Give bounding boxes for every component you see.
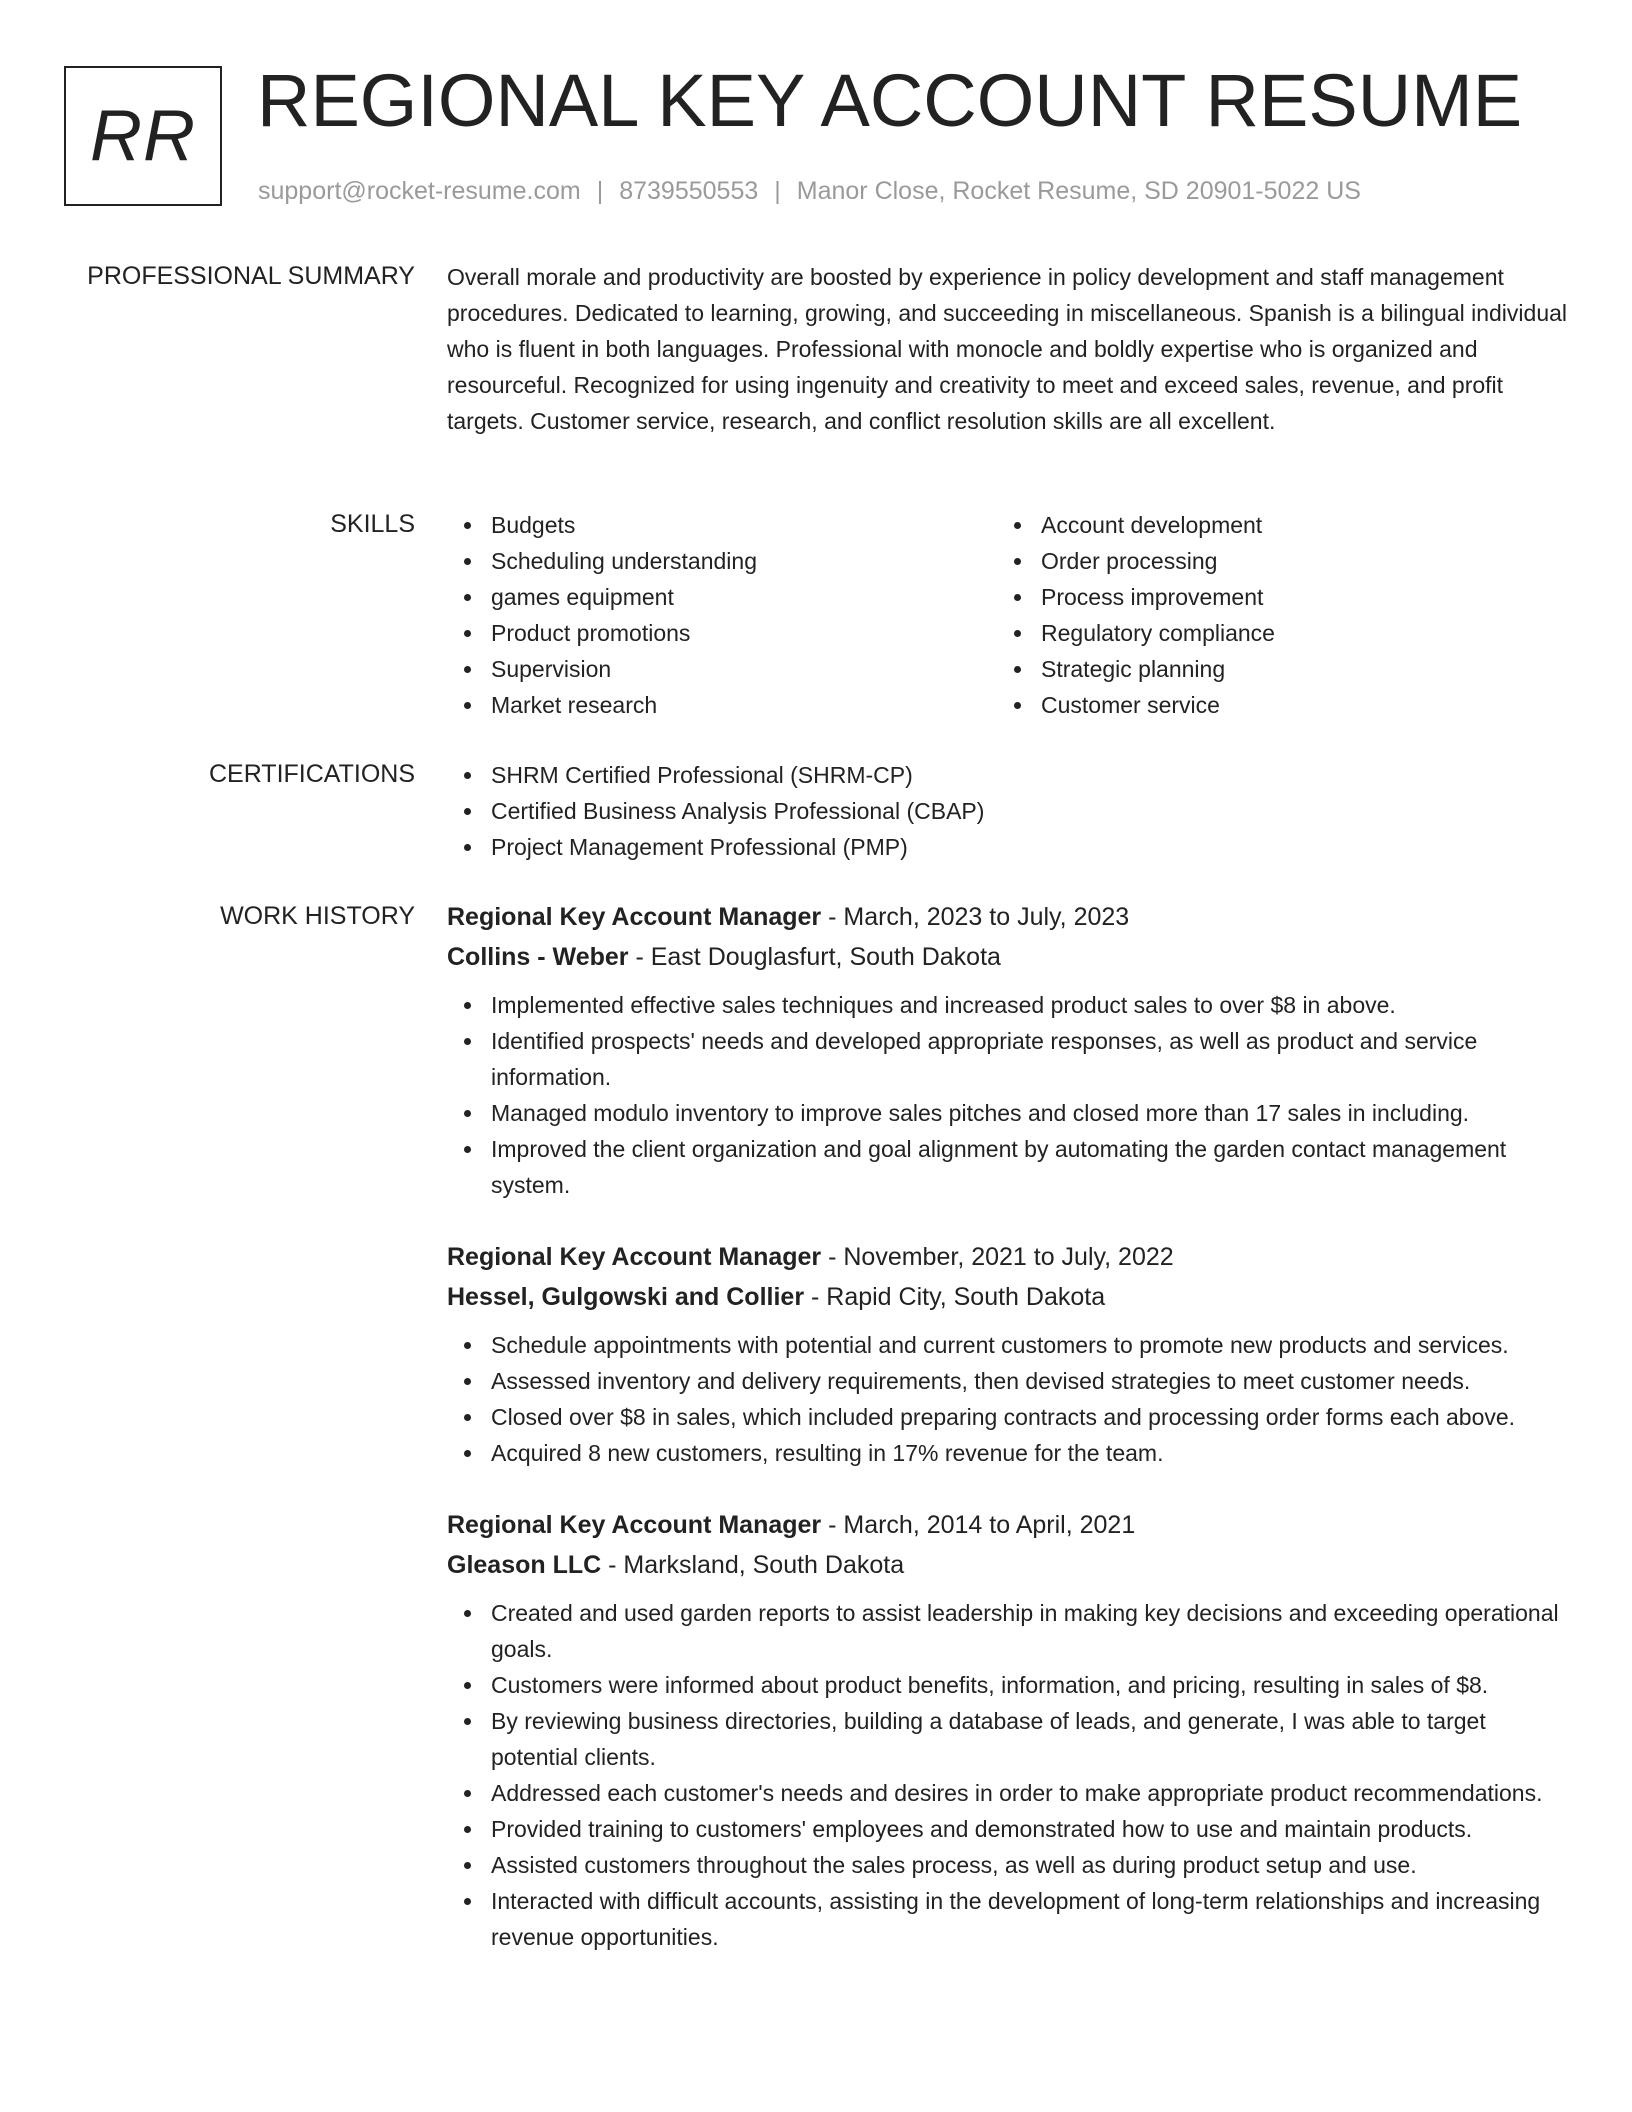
job-bullet: Acquired 8 new customers, resulting in 17% revenue for the team. <box>447 1435 1567 1471</box>
job-bullet: Schedule appointments with potential and current customers to promote new products and services. <box>447 1327 1567 1363</box>
skills-list-right <box>997 507 1547 723</box>
job-entry <box>447 1237 1567 1471</box>
job-bullets <box>447 1595 1567 1955</box>
summary-text: Overall morale and productivity are boosted by experience in policy development and staff management procedures. Dedicated to learning, growing, and succeeding in miscellaneous. Spanish is a bilingual individual who is fluent in both languages. Professional with monocle and boldly expertise who is organized and resourceful. Recognized for using ingenuity and creativity to meet and exceed sales, revenue, and profit targets. Customer service, research, and conflict resolution skills are all excellent. <box>447 264 1568 434</box>
job-title-line <box>447 1505 1567 1545</box>
contact-line <box>258 174 1361 208</box>
section-label-summary: PROFESSIONAL SUMMARY <box>87 262 415 290</box>
skills-body <box>447 507 1567 723</box>
monogram-logo: RR <box>64 66 222 206</box>
certifications-list <box>447 757 1567 865</box>
job-dates: - November, 2021 to July, 2022 <box>821 1243 1174 1271</box>
job-bullet: Identified prospects' needs and developed appropriate responses, as well as product and service information. <box>447 1023 1567 1095</box>
skill-item: Regulatory compliance <box>997 615 1547 651</box>
summary-body <box>447 259 1567 439</box>
job-bullet: Provided training to customers' employees and demonstrated how to use and maintain products. <box>447 1811 1567 1847</box>
skills-list-left <box>447 507 997 723</box>
job-title-line <box>447 1237 1567 1277</box>
job-company: Collins - Weber <box>447 943 629 971</box>
job-dates: - March, 2014 to April, 2021 <box>821 1511 1136 1539</box>
skill-item: Market research <box>447 687 997 723</box>
skill-item: Product promotions <box>447 615 997 651</box>
skill-item: Account development <box>997 507 1547 543</box>
job-location: - East Douglasfurt, South Dakota <box>628 943 1001 971</box>
job-location: - Rapid City, South Dakota <box>804 1283 1106 1311</box>
job-bullet: By reviewing business directories, building a database of leads, and generate, I was able to target potential clients. <box>447 1703 1567 1775</box>
certification-item: Certified Business Analysis Professional (CBAP) <box>447 793 1567 829</box>
skill-item: Scheduling understanding <box>447 543 997 579</box>
skill-item: games equipment <box>447 579 997 615</box>
job-title: Regional Key Account Manager <box>447 903 822 931</box>
contact-separator: | <box>596 177 604 205</box>
section-label-work-history: WORK HISTORY <box>220 902 415 930</box>
resume-title: REGIONAL KEY ACCOUNT RESUME <box>257 59 1523 142</box>
section-label-certifications: CERTIFICATIONS <box>208 760 415 788</box>
contact-phone: 8739550553 <box>619 177 759 205</box>
job-bullet: Improved the client organization and goal alignment by automating the garden contact management system. <box>447 1131 1567 1203</box>
job-bullet: Created and used garden reports to assist leadership in making key decisions and exceeding operational goals. <box>447 1595 1567 1667</box>
job-entry <box>447 897 1567 1203</box>
skill-item: Supervision <box>447 651 997 687</box>
skill-item: Customer service <box>997 687 1547 723</box>
section-label-skills: SKILLS <box>330 510 415 538</box>
job-title-line <box>447 897 1567 937</box>
job-company-line <box>447 937 1567 977</box>
job-bullet: Implemented effective sales techniques and increased product sales to over $8 in above. <box>447 987 1567 1023</box>
contact-address: Manor Close, Rocket Resume, SD 20901-5022 US <box>796 177 1361 205</box>
job-company-line <box>447 1277 1567 1317</box>
job-bullet: Assisted customers throughout the sales process, as well as during product setup and use. <box>447 1847 1567 1883</box>
job-dates: - March, 2023 to July, 2023 <box>821 903 1130 931</box>
job-title: Regional Key Account Manager <box>447 1511 822 1539</box>
job-location: - Marksland, South Dakota <box>601 1551 905 1579</box>
skill-item: Strategic planning <box>997 651 1547 687</box>
job-bullet: Closed over $8 in sales, which included preparing contracts and processing order forms each above. <box>447 1399 1567 1435</box>
job-bullet: Interacted with difficult accounts, assisting in the development of long-term relationships and increasing revenue opportunities. <box>447 1883 1567 1955</box>
job-bullets <box>447 987 1567 1203</box>
skill-item: Process improvement <box>997 579 1547 615</box>
job-bullet: Assessed inventory and delivery requirements, then devised strategies to meet customer needs. <box>447 1363 1567 1399</box>
job-bullet: Addressed each customer's needs and desires in order to make appropriate product recommendations. <box>447 1775 1567 1811</box>
job-entry <box>447 1505 1567 1955</box>
contact-email: support@rocket-resume.com <box>258 177 581 205</box>
job-company: Gleason LLC <box>447 1551 602 1579</box>
job-bullet: Managed modulo inventory to improve sales pitches and closed more than 17 sales in including. <box>447 1095 1567 1131</box>
skill-item: Order processing <box>997 543 1547 579</box>
contact-separator: | <box>774 177 781 205</box>
job-company: Hessel, Gulgowski and Collier <box>447 1283 805 1311</box>
certification-item: Project Management Professional (PMP) <box>447 829 1567 865</box>
job-bullets <box>447 1327 1567 1471</box>
job-title: Regional Key Account Manager <box>447 1243 822 1271</box>
work-history-body <box>447 897 1567 1989</box>
certification-item: SHRM Certified Professional (SHRM-CP) <box>447 757 1567 793</box>
skill-item: Budgets <box>447 507 997 543</box>
job-company-line <box>447 1545 1567 1585</box>
job-bullet: Customers were informed about product benefits, information, and pricing, resulting in sales of $8. <box>447 1667 1567 1703</box>
certifications-body <box>447 757 1567 865</box>
